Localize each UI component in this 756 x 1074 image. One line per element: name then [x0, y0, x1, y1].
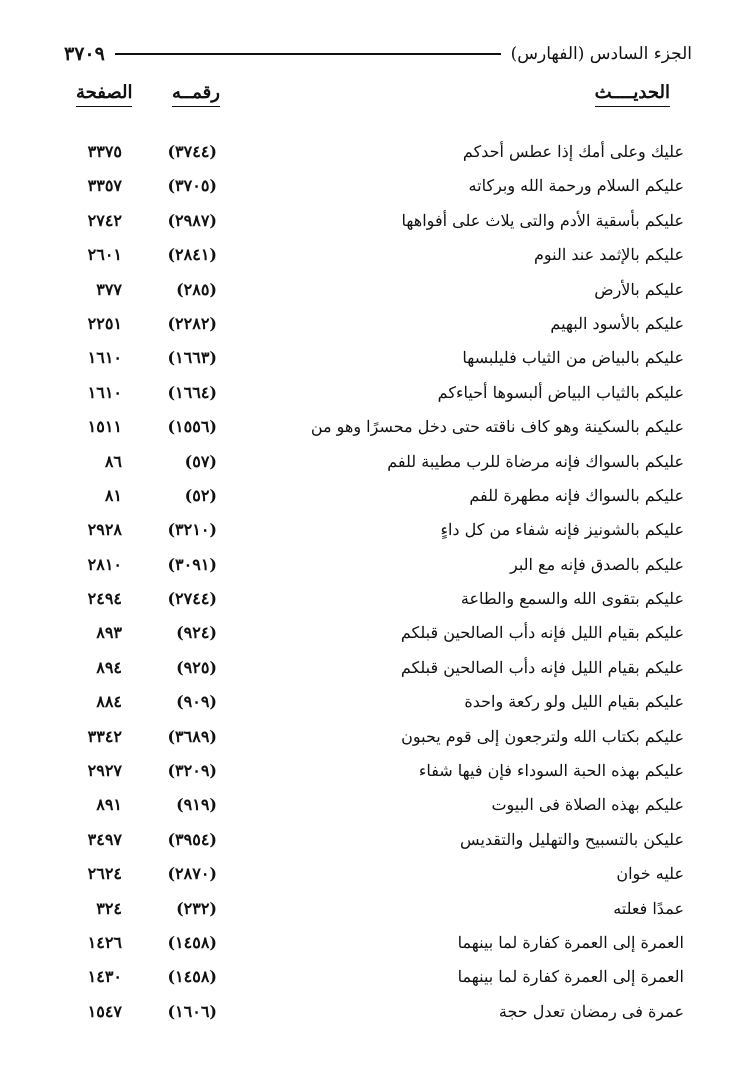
entry-hadith-text: عليكم بقيام الليل فإنه دأب الصالحين قبلكم	[400, 657, 684, 677]
entry-page-number: ٨١	[104, 485, 122, 505]
index-entry	[0, 379, 756, 413]
entry-hadith-text: عليكم بتقوى الله والسمع والطاعة	[460, 589, 684, 609]
index-entry	[0, 516, 756, 550]
entry-hadith-text: العمرة إلى العمرة كفارة لما بينهما	[457, 967, 684, 987]
entry-page-number: ٨٩٤	[96, 657, 122, 677]
entry-page-number: ٢٦٠١	[87, 245, 122, 265]
entry-hadith-number: (٢٢٨٢)	[167, 313, 217, 333]
entry-hadith-number: (١٥٥٦)	[167, 417, 217, 437]
entry-hadith-text: عليكم بالسواك فإنه مطهرة للفم	[469, 485, 684, 505]
column-header-number	[172, 82, 220, 107]
entry-hadith-text: عليك وعلى أمك إذا عطس أحدكم	[462, 142, 684, 161]
entry-page-number: ٣٣٥٧	[87, 176, 122, 196]
entry-page-number: ١٥١١	[87, 417, 122, 437]
entry-hadith-number: (١٤٥٨)	[167, 967, 217, 987]
entry-hadith-number: (١٤٥٨)	[167, 932, 217, 952]
entry-page-number: ٣٤٩٧	[87, 829, 122, 849]
entry-hadith-number: (١٦٠٦)	[167, 1001, 217, 1021]
entry-hadith-number: (٩٢٤)	[176, 623, 217, 643]
entry-hadith-text: عليكم بالسكينة وهو كاف ناقته حتى دخل محسرًا وهو من	[310, 417, 684, 437]
page-header	[64, 34, 692, 74]
column-header-page	[76, 82, 132, 107]
entry-hadith-number: (٩٢٥)	[176, 657, 217, 677]
index-entry	[0, 723, 756, 757]
index-entry	[0, 895, 756, 929]
entry-hadith-number: (١٦٦٤)	[167, 382, 217, 402]
index-entry	[0, 241, 756, 275]
index-entry	[0, 963, 756, 997]
index-entry	[0, 860, 756, 894]
entry-page-number: ١٤٣٠	[87, 967, 122, 987]
entry-page-number: ٢٩٢٨	[87, 520, 122, 540]
index-entry	[0, 585, 756, 619]
entry-hadith-number: (٣٢٠٩)	[167, 761, 217, 781]
entry-page-number: ٢٤٩٤	[87, 589, 122, 609]
entry-hadith-number: (٢٣٢)	[176, 898, 217, 918]
index-entry	[0, 654, 756, 688]
entry-page-number: ٨٩٣	[96, 623, 122, 643]
index-entry	[0, 791, 756, 825]
entry-page-number: ٣٣٧٥	[87, 142, 122, 161]
entry-page-number: ٣٣٤٢	[87, 726, 122, 746]
entry-page-number: ٨٦	[104, 451, 122, 471]
index-entry	[0, 344, 756, 378]
entry-page-number: ٢٦٢٤	[87, 864, 122, 884]
hadith-index-list	[0, 138, 756, 1032]
column-header-underline	[76, 106, 132, 107]
entry-hadith-number: (٣٧٠٥)	[167, 176, 217, 196]
entry-hadith-text: عليكم بهذه الحبة السوداء فإن فيها شفاء	[418, 761, 684, 781]
entry-hadith-text: عمدًا فعلته	[613, 898, 684, 918]
entry-hadith-number: (٥٧)	[184, 451, 217, 471]
entry-page-number: ٣٢٤	[96, 898, 122, 918]
entry-hadith-number: (١٦٦٣)	[167, 348, 217, 368]
entry-hadith-text: عليكم بقيام الليل ولو ركعة واحدة	[464, 692, 684, 712]
index-entry	[0, 413, 756, 447]
index-entry	[0, 929, 756, 963]
entry-hadith-text: عليكم بالأسود البهيم	[550, 313, 684, 333]
entry-page-number: ٢٨١٠	[87, 554, 122, 574]
entry-hadith-number: (٣٠٩١)	[167, 554, 217, 574]
entry-page-number: ٢٢٥١	[87, 313, 122, 333]
entry-hadith-number: (٢٨٤١)	[167, 245, 217, 265]
entry-hadith-number: (٥٢)	[184, 485, 217, 505]
entry-hadith-text: عليكم بالصدق فإنه مع البر	[509, 554, 684, 574]
entry-page-number: ١٤٢٦	[87, 932, 122, 952]
index-entry	[0, 138, 756, 172]
column-header-underline	[172, 106, 220, 107]
entry-hadith-text: عليكم بالثياب البياض ألبسوها أحياءكم	[437, 382, 684, 402]
entry-hadith-number: (٣٩٥٤)	[167, 829, 217, 849]
index-entry	[0, 688, 756, 722]
column-header-page-label: الصفحة	[76, 82, 133, 103]
entry-page-number: ٢٩٢٧	[87, 761, 122, 781]
entry-hadith-text: عليكم بالأرض	[594, 279, 684, 299]
running-title: الجزء السادس (الفهارس)	[510, 44, 692, 64]
entry-hadith-number: (٢٩٨٧)	[167, 210, 217, 230]
entry-hadith-text: عليكم بأسقية الأدم والتى يلاث على أفواهها	[401, 210, 684, 230]
entry-hadith-number: (٩٠٩)	[176, 692, 217, 712]
entry-hadith-number: (٢٨٥)	[176, 279, 217, 299]
entry-hadith-text: عليكم بالسواك فإنه مرضاة للرب مطيبة للفم	[387, 451, 684, 471]
page-number: ٣٧٠٩	[64, 43, 105, 65]
entry-page-number: ٣٧٧	[96, 279, 122, 299]
index-entry	[0, 551, 756, 585]
entry-hadith-number: (٣٦٨٩)	[167, 726, 217, 746]
index-entry	[0, 310, 756, 344]
index-entry	[0, 826, 756, 860]
entry-hadith-number: (٣٢١٠)	[167, 520, 217, 540]
index-entry	[0, 757, 756, 791]
entry-hadith-number: (٣٧٤٤)	[167, 142, 217, 161]
index-entry	[0, 619, 756, 653]
column-header-hadith-label: الحديــــث	[594, 82, 670, 103]
index-entry	[0, 448, 756, 482]
entry-hadith-number: (٢٨٧٠)	[167, 864, 217, 884]
entry-hadith-text: عمرة فى رمضان تعدل حجة	[498, 1001, 684, 1021]
column-header-number-label: رقمــه	[172, 82, 220, 103]
entry-hadith-text: عليكم بالشونيز فإنه شفاء من كل داءٍ	[440, 520, 684, 540]
entry-page-number: ١٦١٠	[87, 348, 122, 368]
entry-hadith-text: عليكم بالبياض من الثياب فليلبسها	[462, 348, 684, 368]
entry-hadith-text: عليكم بكتاب الله ولترجعون إلى قوم يحبون	[401, 726, 684, 746]
column-header-underline	[595, 106, 670, 107]
entry-hadith-text: عليه خوان	[616, 864, 684, 884]
index-entry	[0, 172, 756, 206]
header-rule	[115, 53, 501, 55]
entry-page-number: ٨٩١	[96, 795, 122, 815]
entry-hadith-number: (٩١٩)	[176, 795, 217, 815]
entry-page-number: ١٦١٠	[87, 382, 122, 402]
entry-hadith-text: عليكم بهذه الصلاة فى البيوت	[491, 795, 684, 815]
entry-hadith-number: (٢٧٤٤)	[167, 589, 217, 609]
entry-hadith-text: عليكم السلام ورحمة الله وبركاته	[468, 176, 684, 196]
entry-page-number: ١٥٤٧	[87, 1001, 122, 1021]
index-entry	[0, 207, 756, 241]
column-header-hadith	[595, 82, 670, 107]
entry-hadith-text: العمرة إلى العمرة كفارة لما بينهما	[457, 932, 684, 952]
entry-hadith-text: عليكم بالإثمد عند النوم	[533, 245, 684, 265]
entry-hadith-text: عليكم بقيام الليل فإنه دأب الصالحين قبلكم	[400, 623, 684, 643]
entry-page-number: ٢٧٤٢	[87, 210, 122, 230]
entry-hadith-text: عليكن بالتسبيح والتهليل والتقديس	[460, 829, 684, 849]
index-entry	[0, 482, 756, 516]
index-entry	[0, 998, 756, 1032]
entry-page-number: ٨٨٤	[96, 692, 122, 712]
index-entry	[0, 276, 756, 310]
